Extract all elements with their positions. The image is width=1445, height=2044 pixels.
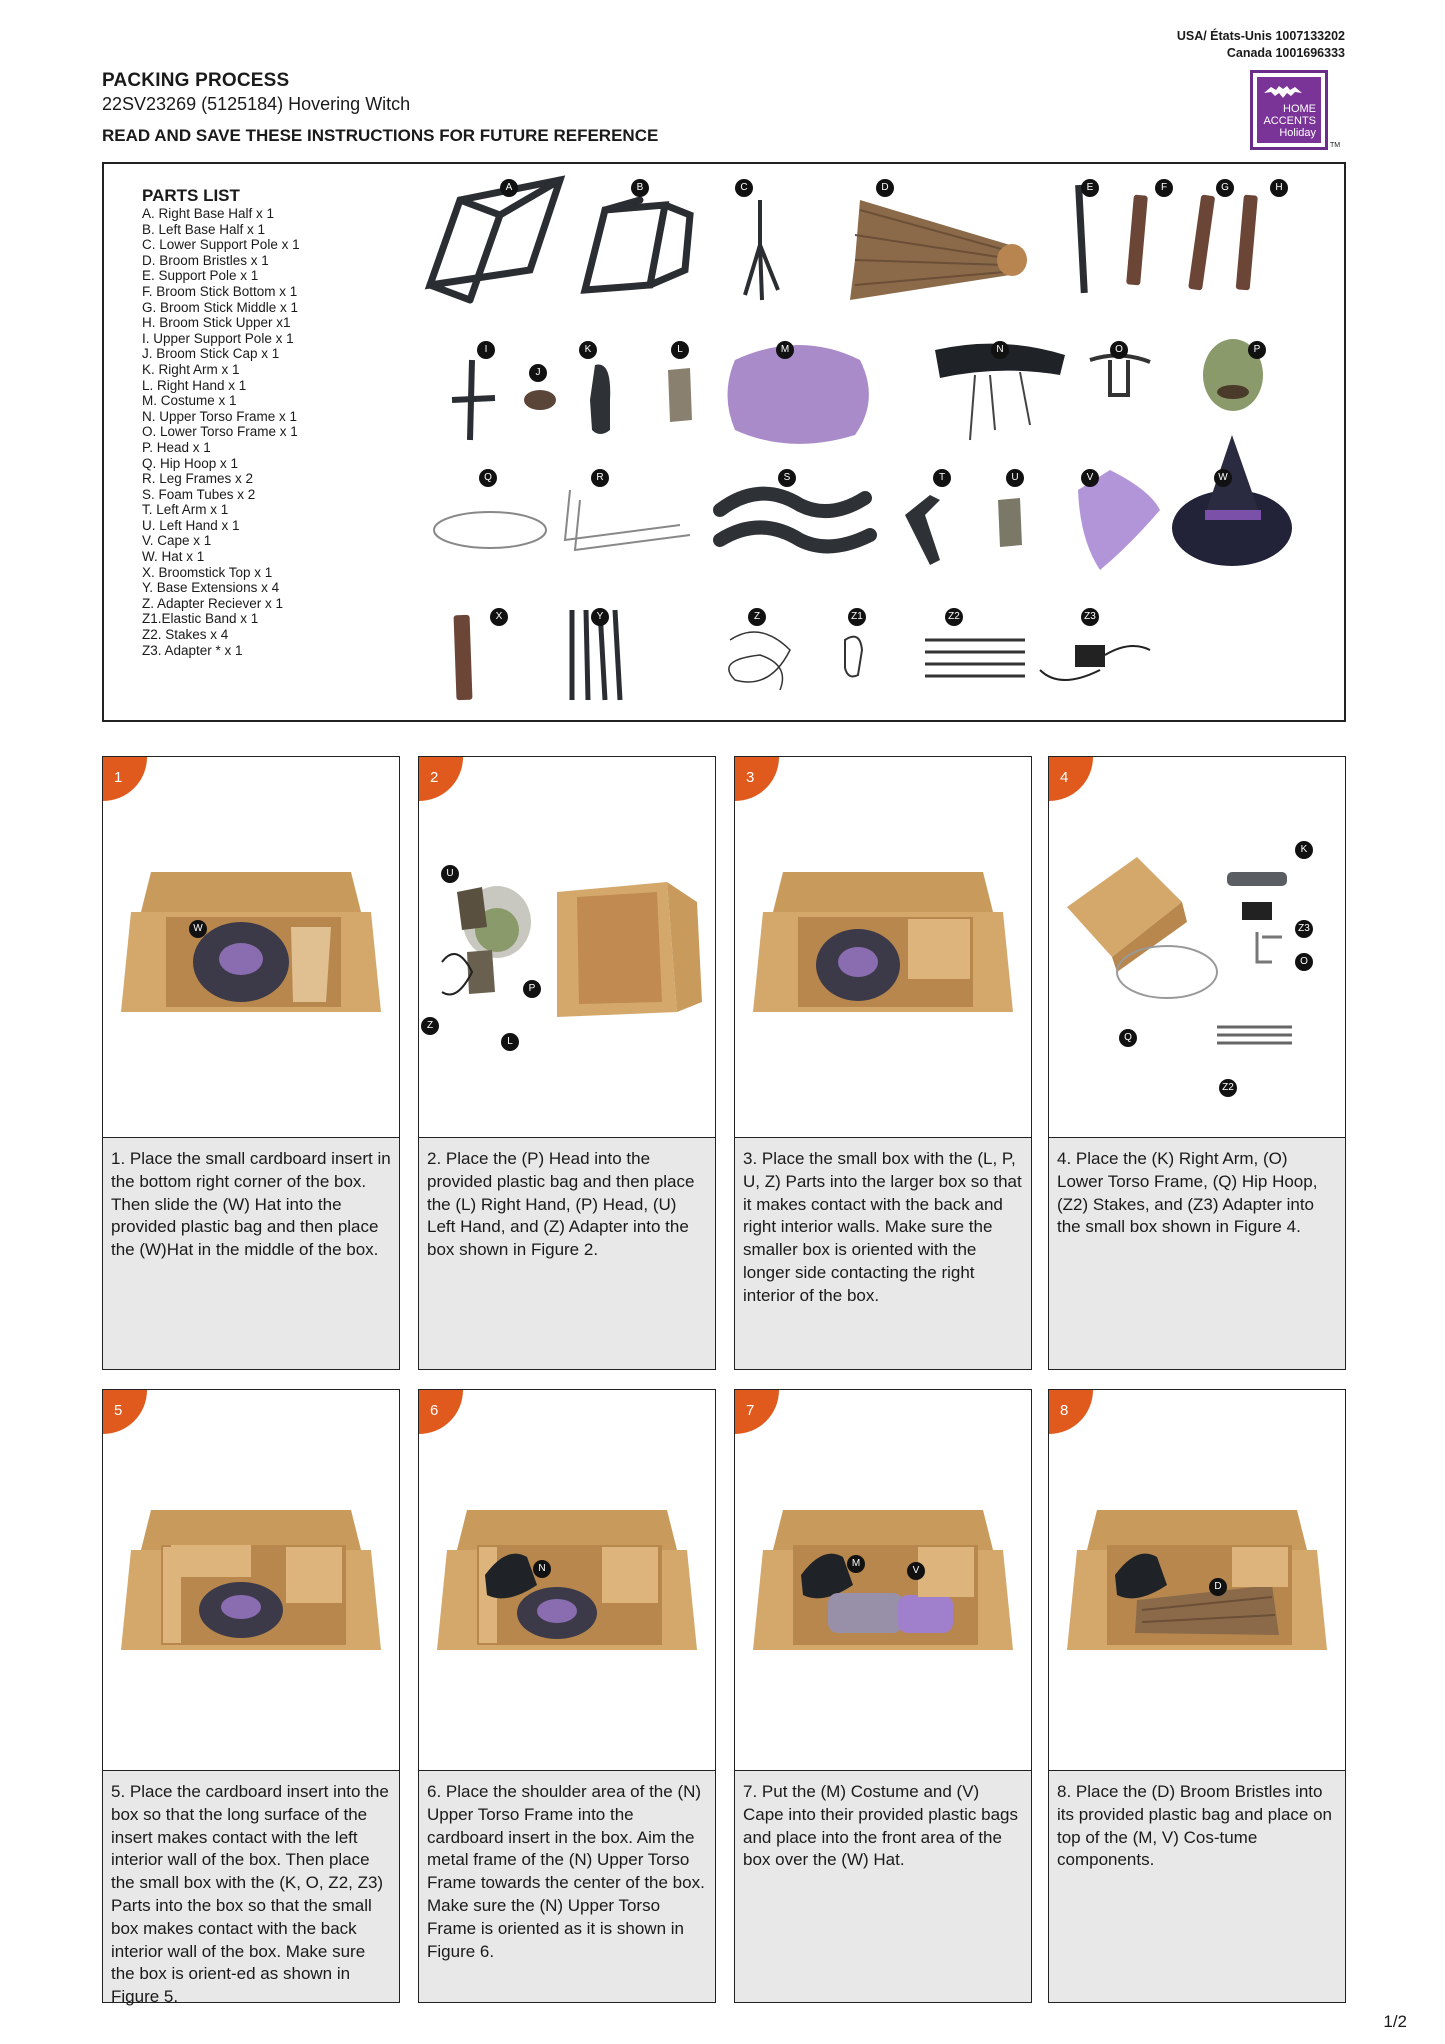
step-5-illustration [111,1485,391,1665]
part-badge: Z3 [1081,608,1099,626]
parts-list-item: Z3. Adapter * x 1 [142,642,243,658]
parts-list-item: H. Broom Stick Upper x1 [142,315,291,331]
parts-list-item: Q. Hip Hoop x 1 [142,455,239,471]
step-6-illustration [427,1485,707,1665]
step-caption: 1. Place the small cardboard insert in the bottom right corner of the box. Then slide the (W) Hat into the provided plastic bag and then place the (W)Hat in the middle of the box. [103,1137,399,1369]
part-badge: M [776,341,794,359]
part-badge: Q [479,469,497,487]
parts-list-item: B. Left Base Half x 1 [142,221,266,237]
parts-list-item: J. Broom Stick Cap x 1 [142,346,280,362]
step-caption: 4. Place the (K) Right Arm, (O) Lower Torso Frame, (Q) Hip Hoop, (Z2) Stakes, and (Z3) Adapter into the small box shown in Figure 4. [1049,1137,1345,1369]
step-number-badge: 7 [735,1390,779,1434]
parts-list-item: F. Broom Stick Bottom x 1 [142,283,298,299]
step-number-badge: 1 [103,757,147,801]
parts-list-item: M. Costume x 1 [142,393,237,409]
step-panel-4 [1048,756,1346,1370]
part-badge: T [933,469,951,487]
part-u-illustration [998,498,1022,547]
step-panel-2 [418,756,716,1370]
part-badge: E [1081,179,1099,197]
part-badge: Z [748,608,766,626]
logo-line3: Holiday [1279,127,1316,139]
part-badge: R [591,469,609,487]
step-panel-1 [102,756,400,1370]
part-b-base-illustration [585,200,690,290]
part-badge: N [991,341,1009,359]
part-badge: K [579,341,597,359]
step-label-badge: V [907,1562,925,1580]
part-badge: X [490,608,508,626]
part-i-illustration [452,360,495,440]
part-badge: W [1214,469,1232,487]
step-label-badge: N [533,1560,551,1578]
step-label-badge: U [441,865,459,883]
parts-list-item: X. Broomstick Top x 1 [142,564,273,580]
part-w-illustration [1172,435,1292,566]
step-number-badge: 6 [419,1390,463,1434]
parts-list-item: U. Left Hand x 1 [142,517,240,533]
save-notice: READ AND SAVE THESE INSTRUCTIONS FOR FUTURE REFERENCE [102,126,659,145]
part-badge: V [1081,469,1099,487]
step-caption: 3. Place the small box with the (L, P, U, Z) Parts into the larger box so that it makes contact with the back and right interior walls. Make sure the smaller box is oriented with the longer side contacting the right interior of the box. [735,1137,1031,1369]
part-j-illustration [524,390,556,410]
part-g-illustration [1188,194,1215,290]
page-number: 1/2 [1383,2012,1407,2031]
part-badge: J [529,364,547,382]
logo-line2: ACCENTS [1263,115,1316,127]
part-m-illustration [728,345,869,444]
part-badge: F [1155,179,1173,197]
parts-list-item: D. Broom Bristles x 1 [142,252,269,268]
parts-list-item: Z. Adapter Reciever x 1 [142,595,284,611]
step-label-badge: O [1295,953,1313,971]
step-label-badge: P [523,980,541,998]
trademark: TM [1330,142,1341,149]
step-number-badge: 2 [419,757,463,801]
sku-usa: USA/ États-Unis 1007133202 [1176,29,1345,43]
step-panel-5 [102,1389,400,2007]
parts-list-item: Z1.Elastic Band x 1 [142,611,259,627]
part-badge: A [500,179,518,197]
step-8-illustration [1057,1485,1337,1665]
part-z3-illustration [1040,645,1150,680]
parts-list-item: V. Cape x 1 [142,533,212,549]
part-t-illustration [905,495,940,565]
part-d-broom-illustration [850,200,1027,300]
parts-list-item: S. Foam Tubes x 2 [142,486,256,502]
step-label-badge: Z [421,1017,439,1035]
parts-list-item: A. Right Base Half x 1 [142,206,275,221]
part-badge: O [1110,341,1128,359]
part-o-illustration [1090,355,1150,395]
part-z1-illustration [845,637,862,677]
step-caption: 2. Place the (P) Head into the provided plastic bag and then place the (L) Right Hand, (P) Head, (U) Left Hand, and (Z) Adapter into the box shown in Figure 2. [419,1137,715,1369]
step-7-illustration [743,1485,1023,1665]
step-label-badge: Q [1119,1029,1137,1047]
parts-list-item: P. Head x 1 [142,439,211,455]
part-c-pole-illustration [745,200,778,300]
parts-list-item: Z2. Stakes x 4 [142,627,229,643]
part-badge: G [1216,179,1234,197]
parts-list-item: E. Support Pole x 1 [142,268,259,284]
step-label-badge: L [501,1033,519,1051]
part-badge: U [1006,469,1024,487]
part-badge: S [778,469,796,487]
step-3-illustration [743,847,1023,1027]
step-label-badge: W [189,920,207,938]
part-badge: Y [591,608,609,626]
step-4-illustration [1057,842,1337,1092]
step-label-badge: Z2 [1219,1079,1237,1097]
parts-list-item: Y. Base Extensions x 4 [142,580,280,596]
parts-list-item: K. Right Arm x 1 [142,361,240,377]
parts-list-item: W. Hat x 1 [142,549,205,565]
step-label-badge: D [1209,1578,1227,1596]
parts-list-item: O. Lower Torso Frame x 1 [142,424,298,440]
step-panel-3 [734,756,1032,1370]
part-z-illustration [729,632,790,690]
step-label-badge: Z3 [1295,920,1313,938]
parts-list-item: R. Leg Frames x 2 [142,471,254,487]
part-badge: D [876,179,894,197]
parts-list-item: G. Broom Stick Middle x 1 [142,299,299,315]
part-badge: Z2 [945,608,963,626]
step-caption: 5. Place the cardboard insert into the box so that the long surface of the insert makes contact with the left interior wall of the box. Then place the small box with the (K, O, Z2, Z3) Parts into the box so that the small box makes contact with the back interior wall of the box. Make sure the box is orient-ed as shown in Figure 5. [103,1770,399,2002]
step-number-badge: 4 [1049,757,1093,801]
part-z2-illustration [925,640,1025,676]
part-f-illustration [1126,195,1148,286]
part-badge: Z1 [848,608,866,626]
part-badge: I [477,341,495,359]
part-r-illustration [565,490,690,550]
part-badge: P [1248,341,1266,359]
step-2-illustration [427,842,707,1042]
part-k-illustration [590,364,610,434]
part-badge: B [631,179,649,197]
logo-line1: HOME [1283,103,1316,115]
step-panel-8 [1048,1389,1346,2003]
parts-list-item: I. Upper Support Pole x 1 [142,330,294,346]
step-number-badge: 3 [735,757,779,801]
parts-illustrations [0,0,1445,730]
parts-heading: PARTS LIST [142,186,240,205]
step-caption: 7. Put the (M) Costume and (V) Cape into their provided plastic bags and place into the front area of the box over the (W) Hat. [735,1770,1031,2002]
part-badge: L [671,341,689,359]
step-caption: 6. Place the shoulder area of the (N) Upper Torso Frame into the cardboard insert in the box. Aim the metal frame of the (N) Upper Torso Frame towards the center of the box. Make sure the (N) Upper Torso Frame is oriented as it is shown in Figure 6. [419,1770,715,2002]
step-number-badge: 8 [1049,1390,1093,1434]
step-caption: 8. Place the (D) Broom Bristles into its provided plastic bag and place on top of the (M, V) Cos-tume components. [1049,1770,1345,2002]
parts-list-item: T. Left Arm x 1 [142,502,229,518]
parts-list-item: L. Right Hand x 1 [142,377,247,393]
step-panel-7 [734,1389,1032,2003]
step-label-badge: K [1295,841,1313,859]
part-q-illustration [434,512,546,548]
parts-list-item: C. Lower Support Pole x 1 [142,237,300,253]
part-s-illustration [720,494,870,547]
part-h-illustration [1236,195,1258,291]
parts-list-item: N. Upper Torso Frame x 1 [142,408,298,424]
part-badge: C [735,179,753,197]
part-a-base-illustration [430,180,560,300]
product-name: 22SV23269 (5125184) Hovering Witch [102,94,411,114]
sku-canada: Canada 1001696333 [1226,46,1345,60]
page-title: PACKING PROCESS [102,70,290,91]
step-label-badge: M [847,1555,865,1573]
part-badge: H [1270,179,1288,197]
step-panel-6 [418,1389,716,2003]
part-x-illustration [454,615,473,701]
step-number-badge: 5 [103,1390,147,1434]
step-1-illustration [111,847,391,1027]
part-l-illustration [668,368,692,422]
part-e-illustration [1075,185,1088,293]
